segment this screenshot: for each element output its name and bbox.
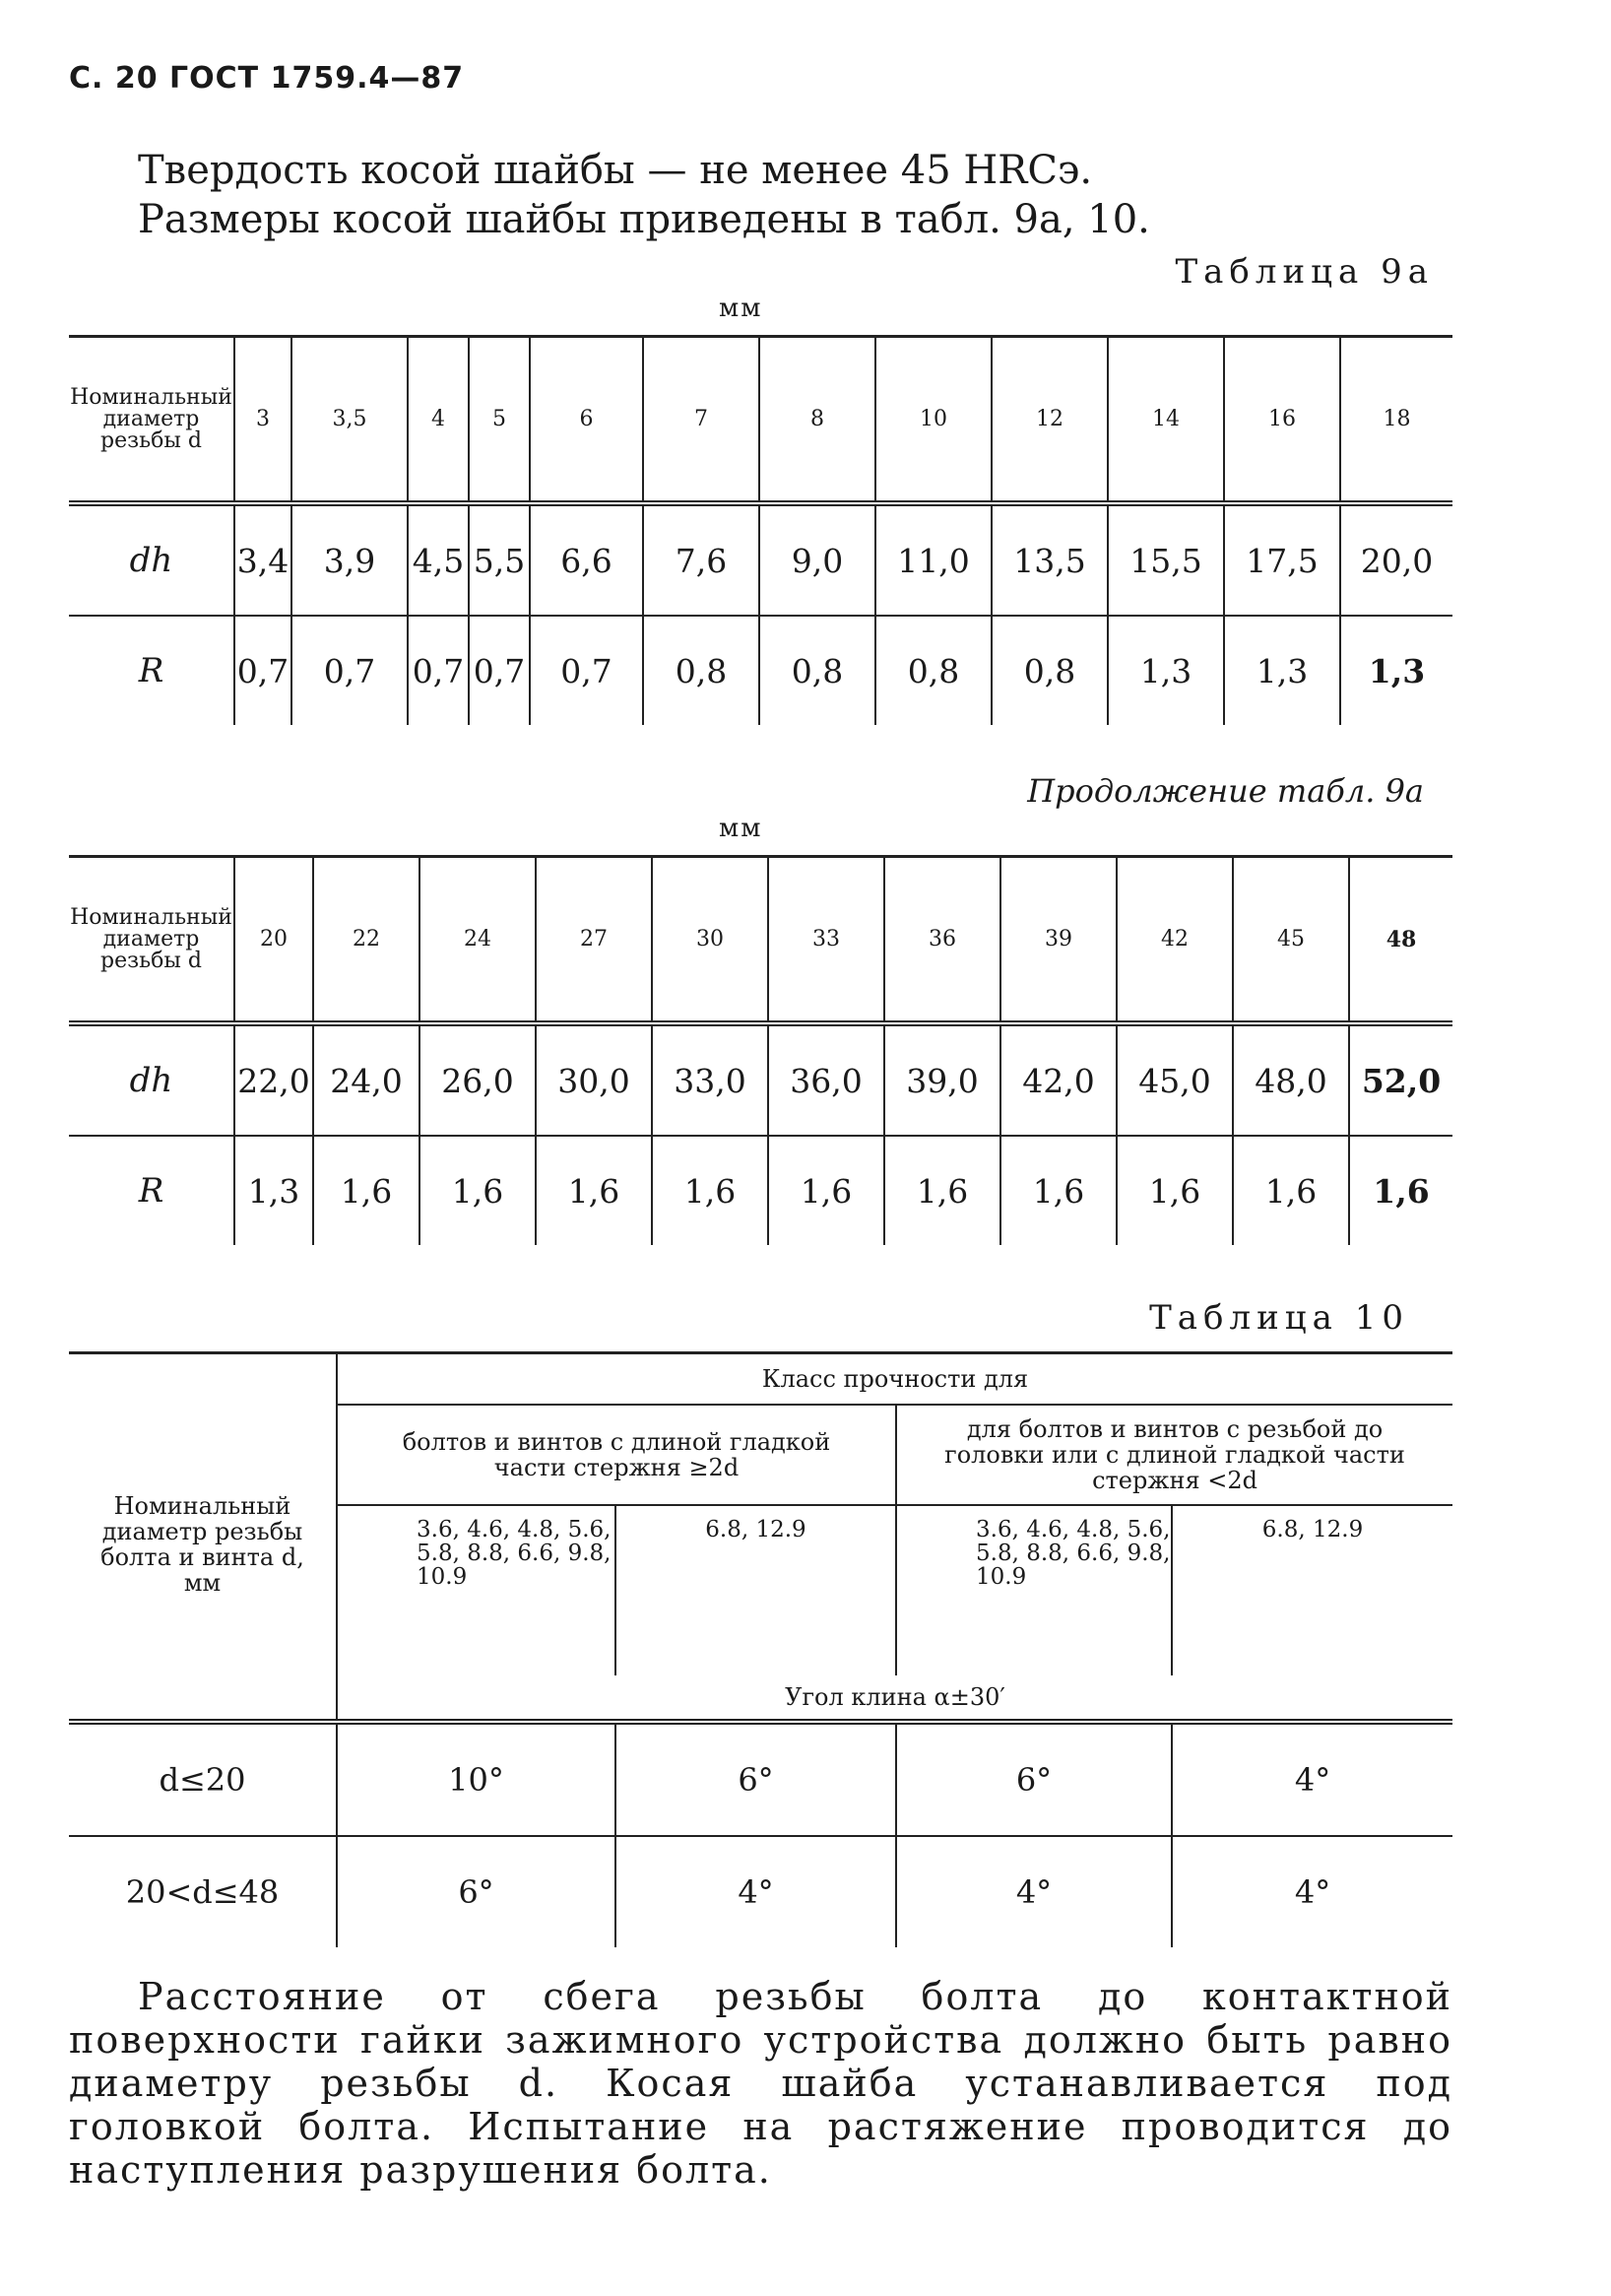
- diameter-cell: 39: [1000, 857, 1117, 1024]
- r-cell: 0,7: [469, 616, 530, 725]
- diameter-cell: 30: [652, 857, 768, 1024]
- r-cell: 0,7: [530, 616, 643, 725]
- diameter-cell: 20: [234, 857, 313, 1024]
- diameter-cell: 3,5: [291, 337, 408, 504]
- dh-cell: 22,0: [234, 1023, 313, 1136]
- dh-cell: 20,0: [1340, 503, 1452, 616]
- dh-cell: 13,5: [992, 503, 1108, 616]
- diameter-cell: 24: [419, 857, 536, 1024]
- angle-cell: 6°: [896, 1722, 1172, 1836]
- table-9a-part2: [69, 855, 1452, 1245]
- intro-line-hardness: Твердость косой шайбы — не менее 45 HRCэ.: [138, 148, 1093, 193]
- table-9a-unit: мм: [719, 294, 763, 323]
- diameter-range-label: d≤20: [69, 1722, 337, 1836]
- r-label: R: [138, 1171, 164, 1211]
- nominal-diameter-label: Номинальный диаметр резьбы d: [70, 384, 232, 453]
- angle-cell: 6°: [337, 1836, 615, 1947]
- r-cell: 1,6: [419, 1136, 536, 1245]
- r-cell: 1,6: [536, 1136, 652, 1245]
- r-cell: 1,6: [768, 1136, 884, 1245]
- table-9a-part1: [69, 335, 1452, 725]
- closing-paragraph: [69, 1975, 1452, 2192]
- nominal-diameter-label: Номинальный диаметр резьбы d: [70, 904, 232, 973]
- table-9a-continuation-unit: мм: [719, 814, 763, 843]
- r-cell: 0,8: [759, 616, 875, 725]
- dh-cell: 39,0: [884, 1023, 1000, 1136]
- dh-cell: 9,0: [759, 503, 875, 616]
- diameter-cell: 33: [768, 857, 884, 1024]
- angle-cell: 4°: [1172, 1722, 1452, 1836]
- strength-class-header: Класс прочности для: [337, 1353, 1452, 1406]
- intro-line-dimensions: Размеры косой шайбы приведены в табл. 9а, 10.: [138, 197, 1150, 242]
- table-10-row-header: Номинальный диаметр резьбы болта и винта d, мм: [69, 1353, 337, 1676]
- diameter-cell: 16: [1224, 337, 1340, 504]
- diameter-range-label: 20<d≤48: [69, 1836, 337, 1947]
- angle-cell: 10°: [337, 1722, 615, 1836]
- dh-label: dh: [129, 541, 173, 580]
- table-9a-dh-row: [69, 503, 1452, 616]
- angle-cell: 4°: [1294, 1873, 1331, 1911]
- diameter-cell: 18: [1340, 337, 1452, 504]
- dh-cell: 7,6: [643, 503, 759, 616]
- dh-cell: 33,0: [652, 1023, 768, 1136]
- diameter-cell: 10: [875, 337, 992, 504]
- diameter-cell: 6: [530, 337, 643, 504]
- table-9a-caption: Таблица 9а: [1175, 252, 1434, 292]
- r-cell: 1,3: [234, 1136, 313, 1245]
- dh-cell: 11,0: [875, 503, 992, 616]
- diameter-cell: 5: [469, 337, 530, 504]
- table-9a-continuation-caption: Продолжение табл. 9а: [1027, 772, 1424, 810]
- r-cell: 0,7: [408, 616, 469, 725]
- table-9a-continuation-header-row: [69, 857, 1452, 1024]
- diameter-cell: 45: [1233, 857, 1349, 1024]
- r-cell: 1,3: [1340, 616, 1452, 725]
- table-9a-header-row: [69, 337, 1452, 504]
- diameter-cell: 14: [1108, 337, 1224, 504]
- r-cell: 0,7: [291, 616, 408, 725]
- angle-cell: 4°: [896, 1836, 1172, 1947]
- r-cell: 0,8: [992, 616, 1108, 725]
- table-10-empty-cell: [69, 1675, 337, 1722]
- strength-class-cell: 6.8, 12.9: [1261, 1517, 1364, 1542]
- wedge-angle-header: Угол клина α±30′: [337, 1675, 1452, 1722]
- dh-cell: 45,0: [1117, 1023, 1233, 1136]
- group-long-smooth-shank: болтов и винтов с длиной гладкой части стержня ≥2d: [337, 1405, 896, 1505]
- r-cell: 1,6: [1349, 1136, 1452, 1245]
- dh-cell: 36,0: [768, 1023, 884, 1136]
- diameter-cell: 36: [884, 857, 1000, 1024]
- table-9a-r-row: [69, 616, 1452, 725]
- table-10-row-small: [69, 1722, 1452, 1836]
- r-cell: 1,6: [884, 1136, 1000, 1245]
- dh-cell: 3,9: [291, 503, 408, 616]
- diameter-cell: 7: [643, 337, 759, 504]
- page-header: С. 20 ГОСТ 1759.4—87: [69, 61, 465, 96]
- r-cell: 1,3: [1224, 616, 1340, 725]
- r-cell: 1,6: [1117, 1136, 1233, 1245]
- table-10: [69, 1351, 1452, 1947]
- dh-cell: 15,5: [1108, 503, 1224, 616]
- dh-cell: 24,0: [313, 1023, 419, 1136]
- angle-cell: 6°: [615, 1722, 896, 1836]
- table-9a-continuation-dh-row: [69, 1023, 1452, 1136]
- dh-cell: 52,0: [1349, 1023, 1452, 1136]
- dh-cell: 42,0: [1000, 1023, 1117, 1136]
- r-cell: 1,6: [652, 1136, 768, 1245]
- r-cell: 0,8: [875, 616, 992, 725]
- diameter-cell: 4: [408, 337, 469, 504]
- dh-label: dh: [129, 1061, 173, 1100]
- group-thread-to-head: для болтов и винтов с резьбой до головки или с длиной гладкой части стержня <2d: [896, 1405, 1452, 1505]
- diameter-cell: 8: [759, 337, 875, 504]
- r-cell: 1,3: [1108, 616, 1224, 725]
- table-10-row-large: [69, 1836, 1452, 1947]
- r-cell: 0,7: [234, 616, 291, 725]
- strength-class-cell: 3.6, 4.6, 4.8, 5.6, 5.8, 8.8, 6.6, 9.8, 10.9: [896, 1505, 1172, 1675]
- dh-cell: 4,5: [408, 503, 469, 616]
- dh-cell: 3,4: [234, 503, 291, 616]
- r-label: R: [138, 651, 164, 690]
- dh-cell: 30,0: [536, 1023, 652, 1136]
- dh-cell: 26,0: [419, 1023, 536, 1136]
- strength-class-cell: 6.8, 12.9: [615, 1505, 896, 1675]
- r-cell: 1,6: [313, 1136, 419, 1245]
- r-cell: 1,6: [1000, 1136, 1117, 1245]
- dh-cell: 6,6: [530, 503, 643, 616]
- dh-cell: 5,5: [469, 503, 530, 616]
- diameter-cell: 22: [313, 857, 419, 1024]
- angle-cell: 4°: [615, 1836, 896, 1947]
- dh-cell: 48,0: [1233, 1023, 1349, 1136]
- diameter-cell: 48: [1349, 857, 1452, 1024]
- r-cell: 1,6: [1233, 1136, 1349, 1245]
- strength-class-cell: 3.6, 4.6, 4.8, 5.6, 5.8, 8.8, 6.6, 9.8, 10.9: [337, 1505, 615, 1675]
- diameter-cell: 12: [992, 337, 1108, 504]
- table-9a-continuation-r-row: [69, 1136, 1452, 1245]
- table-10-caption: Таблица 10: [1149, 1298, 1409, 1338]
- r-cell: 0,8: [643, 616, 759, 725]
- diameter-cell: 42: [1117, 857, 1233, 1024]
- closing-paragraph-text: Расстояние от сбега резьбы болта до контактной поверхности гайки зажимного устройства должно быть равно диаметру резьбы d. Косая шайба устанавливается под головкой болта. Испытание на растяжение проводится до наступления разрушения болта.: [69, 1975, 1452, 2192]
- diameter-cell: 27: [536, 857, 652, 1024]
- dh-cell: 17,5: [1224, 503, 1340, 616]
- diameter-cell: 3: [234, 337, 291, 504]
